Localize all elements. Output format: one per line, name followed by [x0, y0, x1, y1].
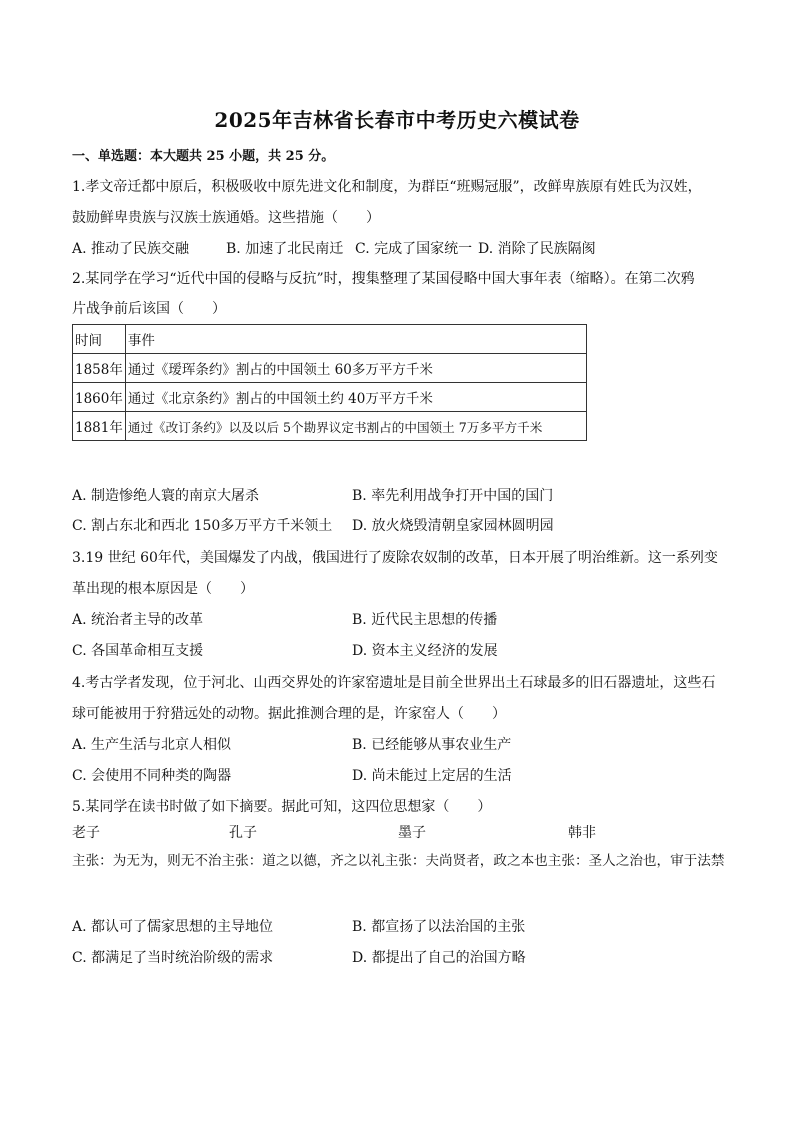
option-b: B. 近代民主思想的传播: [352, 612, 498, 628]
thinkers-row: [72, 822, 772, 842]
question-stem-line: 鼓励鲜卑贵族与汉族士族通婚。这些措施（ ）: [72, 210, 380, 226]
claims-line: 主张：为无为，则无不治主张：道之以德，齐之以礼主张：夫尚贤者，政之本也主张：圣人之治也，审于法禁: [72, 853, 725, 869]
question-stem-line: 1.孝文帝迁都中原后，积极吸收中原先进文化和制度，为群臣“班赐冠服”，改鲜卑族原有姓氏为汉姓，: [72, 179, 702, 195]
option-a: A. 都认可了儒家思想的主导地位: [72, 919, 274, 935]
option-d: D. 消除了民族隔阂: [478, 241, 596, 257]
option-d: D. 都提出了自己的治国方略: [352, 950, 526, 966]
option-b: B. 率先利用战争打开中国的国门: [352, 488, 554, 504]
table-row: [73, 383, 587, 412]
option-c: C. 完成了国家统一: [355, 241, 473, 257]
option-d: D. 资本主义经济的发展: [352, 643, 498, 659]
question-stem-line: 球可能被用于狩猎远处的动物。据此推测合理的是，许家窑人（ ）: [72, 706, 506, 722]
section-heading: 一、单选题：本大题共 25 小题，共 25 分。: [72, 149, 335, 164]
table-cell-event: 通过《瑷珲条约》割占的中国领土 60多万平方千米: [125, 354, 586, 383]
option-d: D. 放火烧毁清朝皇家园林圆明园: [352, 518, 554, 534]
option-b: B. 都宣扬了以法治国的主张: [352, 919, 526, 935]
option-c: C. 会使用不同种类的陶器: [72, 768, 232, 784]
thinker-name: 老子: [72, 825, 100, 841]
question-stem-line: 3.19 世纪 60年代，美国爆发了内战，俄国进行了废除农奴制的改革，日本开展了明治维新。这一系列变: [72, 550, 718, 566]
question-stem-line: 2.某同学在学习“近代中国的侵略与反抗”时，搜集整理了某国侵略中国大事年表（缩略）。在第二次鸦: [72, 271, 695, 287]
option-c: C. 各国革命相互支援: [72, 643, 204, 659]
option-b: B. 加速了北民南迁: [226, 241, 344, 257]
page-title: 2025年吉林省长春市中考历史六模试卷: [214, 108, 580, 132]
option-a: A. 生产生活与北京人相似: [72, 737, 232, 753]
option-d: D. 尚未能过上定居的生活: [352, 768, 512, 784]
table-header-cell: 事件: [125, 325, 586, 354]
table-cell-event: 通过《北京条约》割占的中国领土约 40万平方千米: [125, 383, 586, 412]
events-table: [72, 324, 587, 441]
option-c: C. 都满足了当时统治阶级的需求: [72, 950, 274, 966]
option-c: C. 割占东北和西北 150多万平方千米领土: [72, 518, 333, 534]
table-header-cell: 时间: [73, 325, 126, 354]
table-cell-year: 1860年: [73, 383, 126, 412]
option-b: B. 已经能够从事农业生产: [352, 737, 512, 753]
question-stem-line: 5.某同学在读书时做了如下摘要。据此可知，这四位思想家（ ）: [72, 799, 492, 815]
option-a: A. 制造惨绝人寰的南京大屠杀: [72, 488, 260, 504]
thinker-name: 韩非: [568, 825, 596, 841]
question-stem-line: 片战争前后该国（ ）: [72, 301, 226, 317]
table-cell-year: 1858年: [73, 354, 126, 383]
table-row: [73, 412, 587, 441]
table-cell-event: 通过《改订条约》以及以后 5个勘界议定书割占的中国领土 7万多平方千米: [125, 412, 586, 441]
thinker-name: 孔子: [229, 825, 257, 841]
table-row: [73, 354, 587, 383]
option-a: A. 推动了民族交融: [72, 241, 190, 257]
table-header-row: [73, 325, 587, 354]
option-a: A. 统治者主导的改革: [72, 612, 204, 628]
question-stem-line: 革出现的根本原因是（ ）: [72, 581, 254, 597]
question-stem-line: 4.考古学者发现，位于河北、山西交界处的许家窑遗址是目前全世界出土石球最多的旧石器遗址，这些石: [72, 675, 716, 691]
thinker-name: 墨子: [398, 825, 426, 841]
table-cell-year: 1881年: [73, 412, 126, 441]
